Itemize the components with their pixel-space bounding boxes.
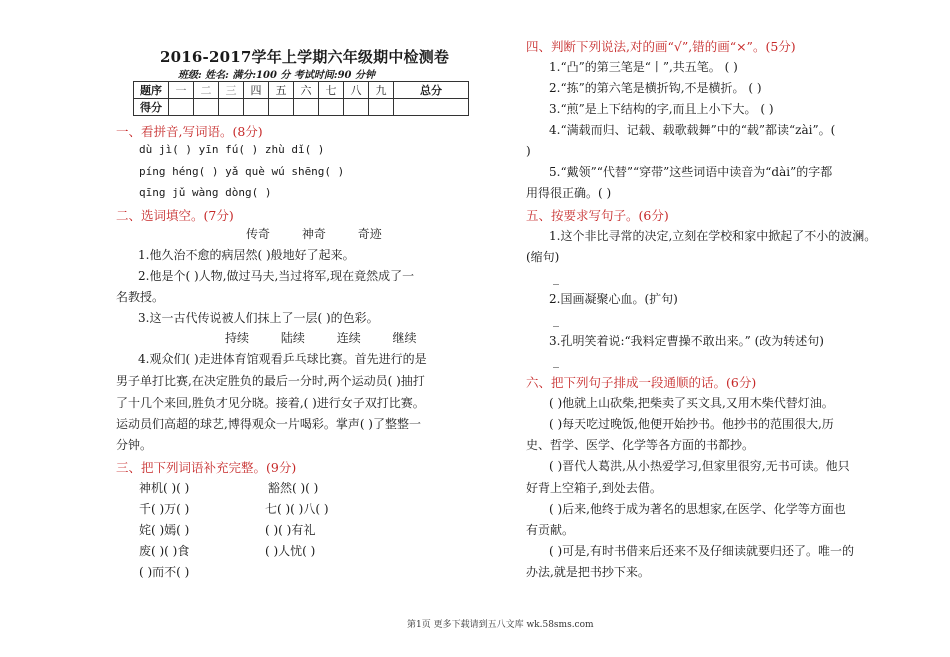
question-text: 分钟。 [116,438,153,452]
score-blank[interactable] [169,99,194,116]
word-bank-1 [232,226,396,242]
answer-line[interactable]: _ [553,313,559,327]
word-option: 持续 [225,331,250,345]
idiom-cell: 千( )万( ) [139,502,190,516]
order-line: 好背上空箱子,到处去借。 [526,481,662,495]
question-text: 名教授。 [116,290,165,304]
page-title: 2016-2017学年上学期六年级期中检测卷 [160,48,450,66]
score-cell: 三 [219,82,244,99]
score-cell: 题序 [134,82,169,99]
pinyin-line: dù jì( ) yīn fú( ) zhù dǐ( ) [139,143,325,156]
order-line: ( )后来,他终于成为著名的思想家,在医学、化学等方面也 [549,502,846,516]
score-blank[interactable] [219,99,244,116]
score-cell: 八 [344,82,369,99]
score-cell: 四 [244,82,269,99]
idiom-cell: ( )而不( ) [139,565,190,579]
pinyin-line: qīng jǔ wàng dòng( ) [139,186,272,199]
score-table-header-row [134,82,469,99]
score-row-label: 得分 [134,99,169,116]
score-blank[interactable] [269,99,294,116]
score-blank[interactable] [294,99,319,116]
question-text: 了十几个来回,胜负才见分晓。接着,( )进行女子双打比赛。 [116,396,425,410]
judge-line: 1.“凸”的第三笔是“丨”,共五笔。 ( ) [549,60,738,74]
score-table-score-row [134,99,469,116]
judge-line: 4.“满载而归、记载、载歌载舞”中的“载”都读“zài”。( [549,123,836,137]
score-cell: 九 [369,82,394,99]
judge-line: 用得很正确。( ) [526,186,612,200]
answer-line[interactable]: _ [553,271,559,285]
score-blank[interactable] [394,99,469,116]
answer-line[interactable]: _ [553,354,559,368]
section-1-title: 一、看拼音,写词语。(8分) [116,124,263,139]
score-cell: 一 [169,82,194,99]
idiom-cell: 神机( )( ) [139,481,190,495]
score-cell: 六 [294,82,319,99]
sentence-line: 3.孔明笑着说:“我料定曹操不敢出来。” (改为转述句) [549,334,824,348]
word-option: 继续 [392,331,417,345]
sentence-line: 1.这个非比寻常的决定,立刻在学校和家中掀起了不小的波澜。 [549,229,877,243]
question-text: 3.这一古代传说被人们抹上了一层( )的色彩。 [138,311,379,325]
judge-line: 5.“戴领”“代替”“穿带”这些词语中读音为“dài”的字都 [549,165,833,179]
score-blank[interactable] [194,99,219,116]
score-table [133,81,469,116]
section-2-title: 二、选词填空。(7分) [116,208,234,223]
order-line: ( )每天吃过晚饭,他便开始抄书。他抄书的范围很大,历 [549,417,834,431]
question-text: 1.他久治不愈的病居然( )般地好了起来。 [138,248,355,262]
score-blank[interactable] [319,99,344,116]
score-cell: 总分 [394,82,469,99]
question-text: 2.他是个( )人物,做过马夫,当过将军,现在竟然成了一 [138,269,415,283]
page-footer: 第1页 更多下载请到五八文库 wk.58sms.com [407,620,594,630]
word-option: 连续 [336,331,361,345]
score-blank[interactable] [344,99,369,116]
judge-line: 2.“拣”的第六笔是横折钩,不是横折。 ( ) [549,81,762,95]
score-cell: 二 [194,82,219,99]
exam-meta: 班级: 姓名: 满分:100 分 考试时间:90 分钟 [178,70,375,81]
idiom-cell: ( )人忧( ) [265,544,316,558]
section-5-title: 五、按要求写句子。(6分) [526,208,669,223]
idiom-cell: 姹( )嫣( ) [139,523,190,537]
score-cell: 五 [269,82,294,99]
question-text: 运动员们高超的球艺,博得观众一片喝彩。掌声( )了整整一 [116,417,421,431]
word-option: 传奇 [246,227,271,241]
question-text: 4.观众们( )走进体育馆观看乒乓球比赛。首先进行的是 [138,352,427,366]
section-4-title: 四、判断下列说法,对的画“√”,错的画“×”。(5分) [526,39,796,54]
sentence-line: (缩句) [526,250,560,264]
order-line: ( )晋代人葛洪,从小热爱学习,但家里很穷,无书可读。他只 [549,459,850,473]
idiom-cell: 豁然( )( ) [268,481,319,495]
score-cell: 七 [319,82,344,99]
word-option: 奇迹 [357,227,382,241]
score-blank[interactable] [244,99,269,116]
judge-line: 3.“煎”是上下结构的字,而且上小下大。 ( ) [549,102,774,116]
order-line: 有贡献。 [526,523,575,537]
sentence-line: 2.国画凝聚心血。(扩句) [549,292,678,306]
idiom-cell: 废( )( )食 [139,544,190,558]
section-3-title: 三、把下列词语补充完整。(9分) [116,460,297,475]
order-line: 办法,就是把书抄下来。 [526,565,650,579]
judge-line: ) [526,144,531,158]
idiom-cell: 七( )( )八( ) [265,502,329,516]
word-bank-2 [211,330,431,346]
order-line: ( )他就上山砍柴,把柴卖了买文具,又用木柴代替灯油。 [549,396,834,410]
score-blank[interactable] [369,99,394,116]
word-option: 神奇 [301,227,326,241]
order-line: 史、哲学、医学、化学等各方面的书都抄。 [526,438,755,452]
order-line: ( )可是,有时书借来后还来不及仔细读就要归还了。唯一的 [549,544,854,558]
word-option: 陆续 [280,331,305,345]
pinyin-line: píng héng( ) yǎ què wú shēng( ) [139,165,345,178]
idiom-cell: ( )( )有礼 [265,523,316,537]
question-text: 男子单打比赛,在决定胜负的最后一分时,两个运动员( )抽打 [116,374,425,388]
section-6-title: 六、把下列句子排成一段通顺的话。(6分) [526,375,757,390]
